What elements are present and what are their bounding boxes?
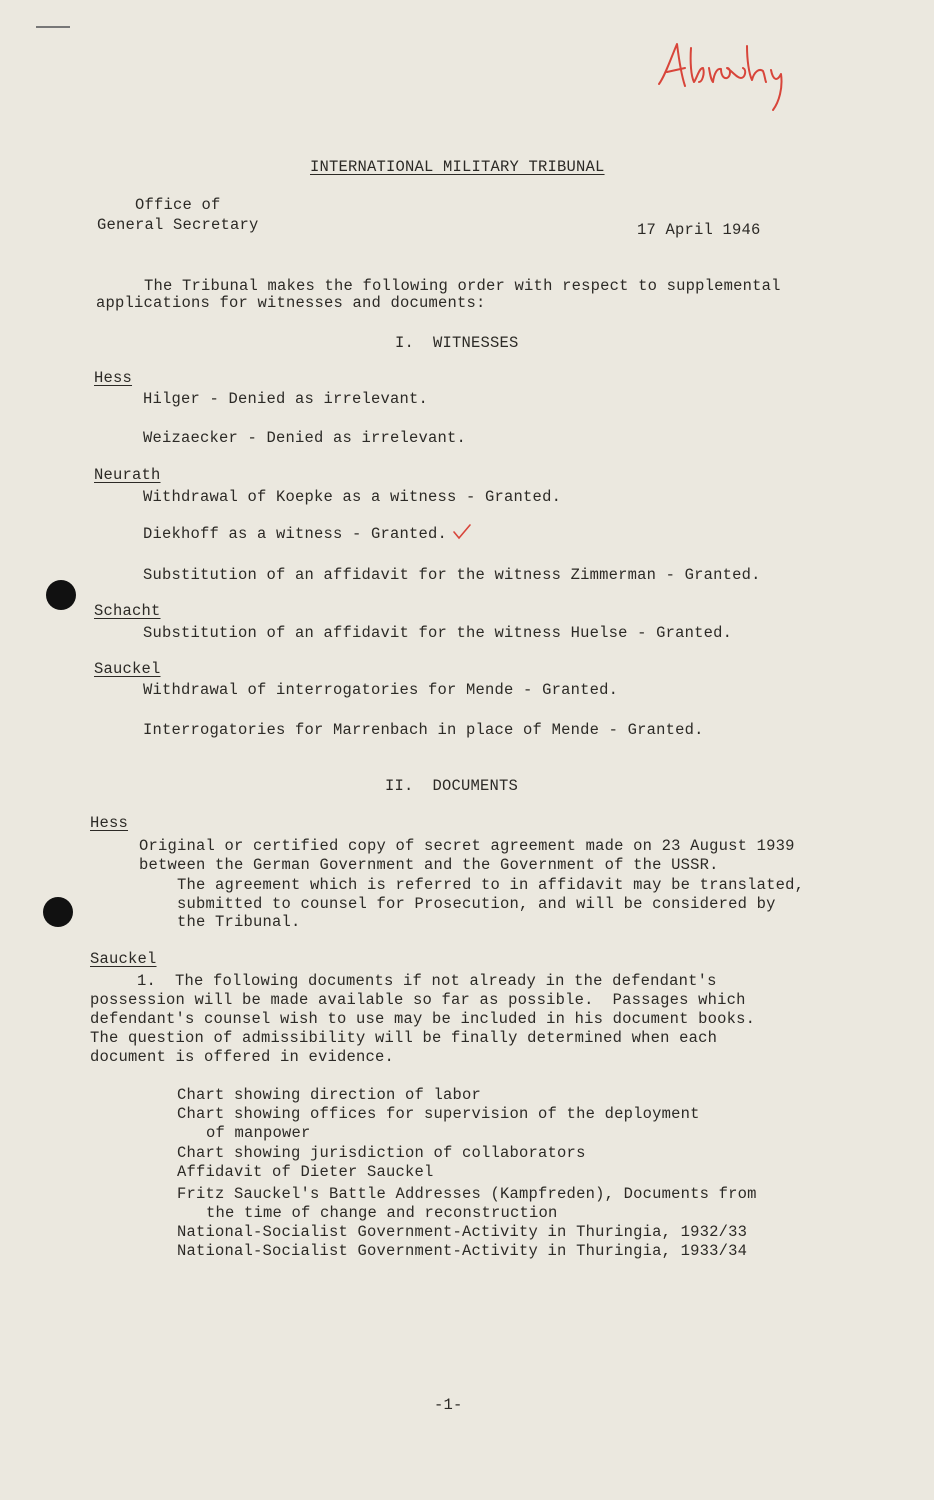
section-heading-documents: II. DOCUMENTS [385,777,519,795]
witness-item: Substitution of an affidavit for the witness Zimmerman - Granted. [143,566,761,584]
document-list-item: of manpower [206,1124,311,1142]
witness-item: Substitution of an affidavit for the witness Huelse - Granted. [143,624,733,642]
intro-line-1: The Tribunal makes the following order with respect to supplemental [144,277,781,295]
document-list-item: Chart showing direction of labor [177,1086,482,1104]
office-line-2: General Secretary [97,216,259,234]
punch-hole [43,897,73,927]
witness-item: Hilger - Denied as irrelevant. [143,390,429,408]
document-line: The agreement which is referred to in affidavit may be translated, [177,876,805,894]
witness-item: Withdrawal of Koepke as a witness - Granted. [143,488,562,506]
document-date: 17 April 1946 [637,221,761,239]
defendant-heading-hess-docs: Hess [90,814,129,832]
document-line: between the German Government and the Government of the USSR. [139,856,719,874]
intro-line-2: applications for witnesses and documents: [96,294,486,312]
document-title: INTERNATIONAL MILITARY TRIBUNAL [310,158,605,176]
document-line: the Tribunal. [177,913,301,931]
punch-hole [46,580,76,610]
paragraph-line: 1. The following documents if not already in the defendant's [137,972,717,990]
witness-item: Withdrawal of interrogatories for Mende - Granted. [143,681,619,699]
document-line: submitted to counsel for Prosecution, and will be considered by [177,895,776,913]
section-heading-witnesses: I. WITNESSES [395,334,519,352]
document-list-item: the time of change and reconstruction [206,1204,558,1222]
paragraph-line: defendant's counsel wish to use may be included in his document books. [90,1010,756,1028]
document-list-item: Fritz Sauckel's Battle Addresses (Kampfreden), Documents from [177,1185,757,1203]
defendant-heading-neurath: Neurath [94,466,161,484]
document-list-item: National-Socialist Government-Activity in Thuringia, 1933/34 [177,1242,748,1260]
document-list-item: Chart showing jurisdiction of collaborators [177,1144,586,1162]
defendant-heading-schacht: Schacht [94,602,161,620]
staple-mark [36,26,70,28]
witness-item: Weizaecker - Denied as irrelevant. [143,429,467,447]
document-list-item: Affidavit of Dieter Sauckel [177,1163,434,1181]
handwritten-signature [655,38,790,113]
defendant-heading-hess: Hess [94,369,133,387]
document-list-item: National-Socialist Government-Activity in Thuringia, 1932/33 [177,1223,748,1241]
witness-item: Diekhoff as a witness - Granted. [143,525,448,543]
red-check-mark [452,523,472,541]
document-list-item: Chart showing offices for supervision of the deployment [177,1105,700,1123]
paragraph-line: possession will be made available so far as possible. Passages which [90,991,746,1009]
witness-item: Interrogatories for Marrenbach in place of Mende - Granted. [143,721,704,739]
office-line-1: Office of [135,196,221,214]
page-number: -1- [434,1396,463,1414]
defendant-heading-sauckel-docs: Sauckel [90,950,157,968]
defendant-heading-sauckel: Sauckel [94,660,161,678]
paragraph-line: The question of admissibility will be finally determined when each [90,1029,718,1047]
paragraph-line: document is offered in evidence. [90,1048,395,1066]
document-line: Original or certified copy of secret agreement made on 23 August 1939 [139,837,795,855]
